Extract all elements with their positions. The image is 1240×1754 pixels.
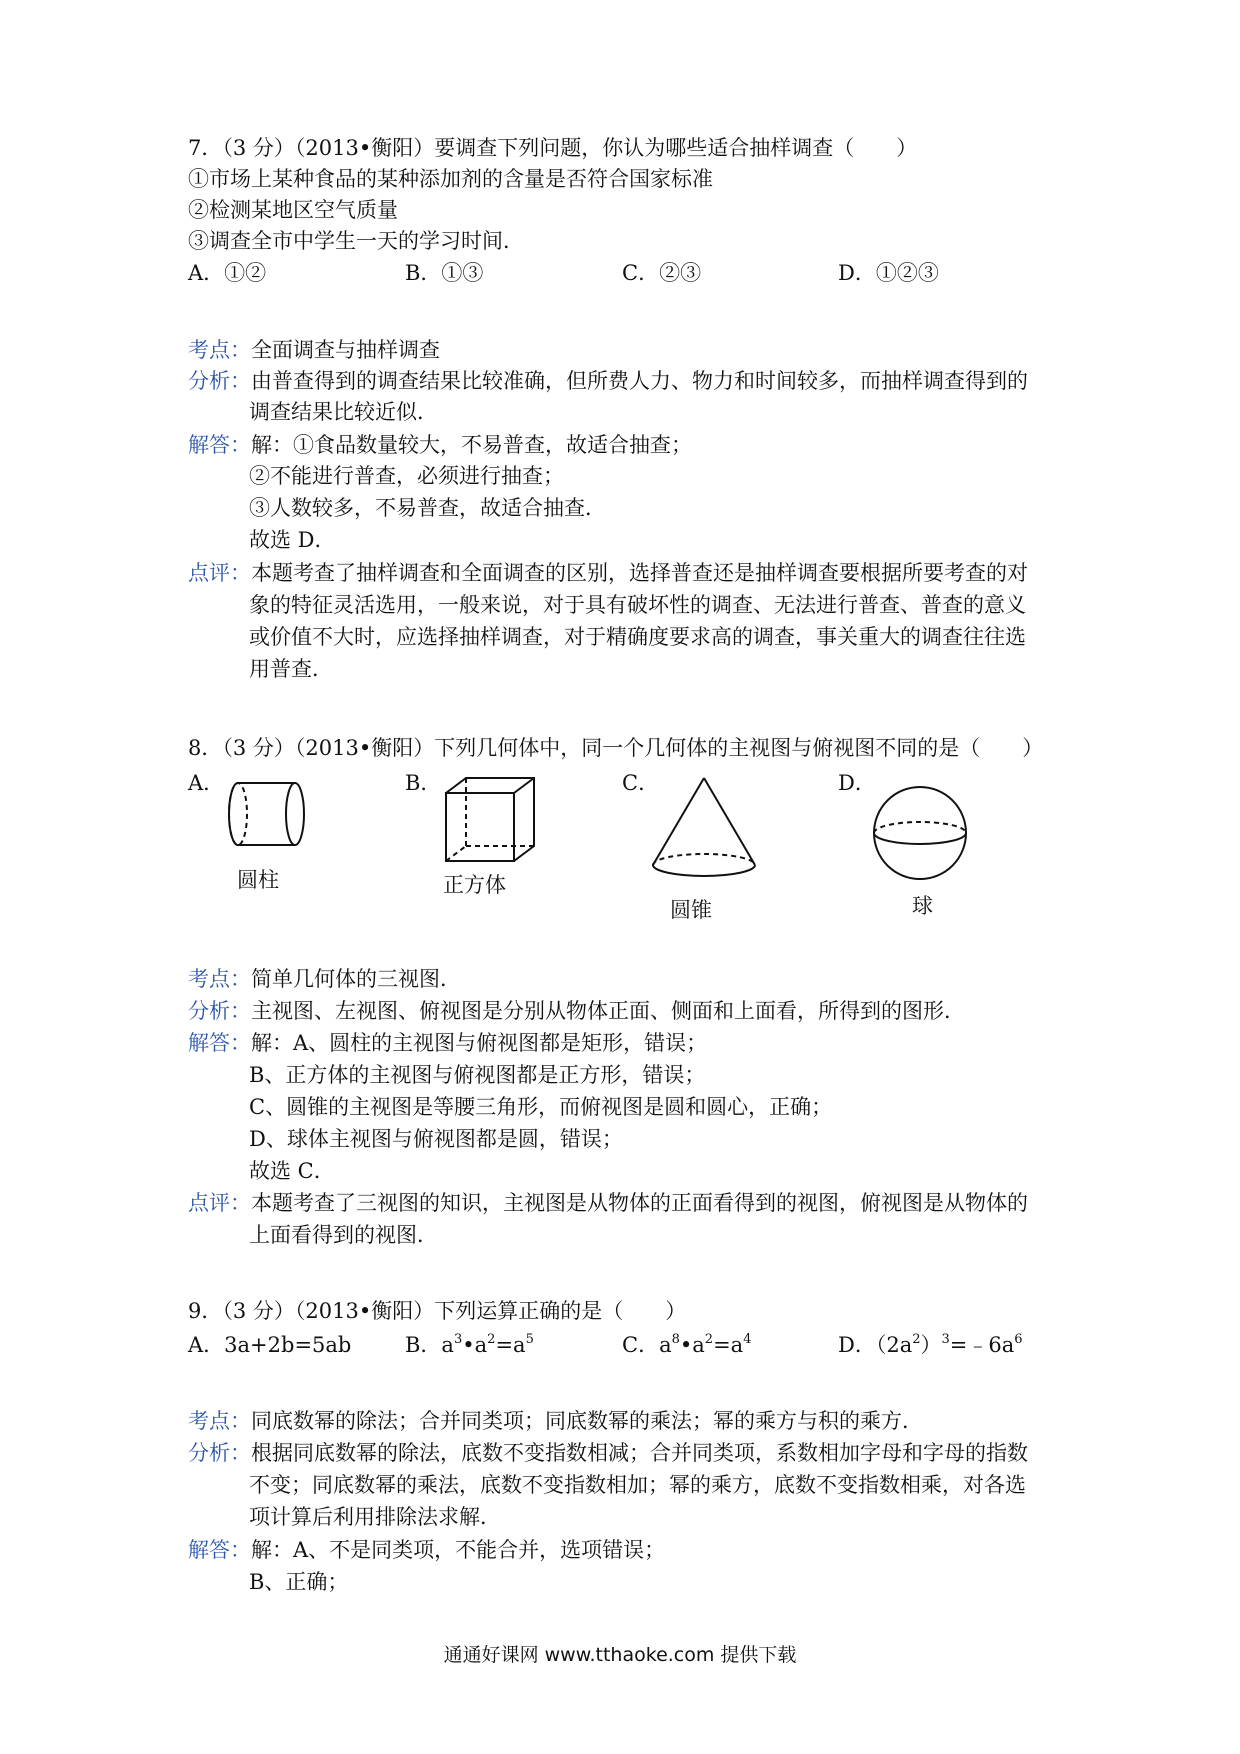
q7-kaodian: 全面调查与抽样调查 (251, 338, 440, 362)
fenxi-label: 分析： (188, 1441, 251, 1465)
q7-dianping-line-1: 本题考查了抽样调查和全面调查的区别，选择普查还是抽样调查要根据所要考查的对 (251, 561, 1028, 585)
page-footer: 通通好课网 www.tthaoke.com 提供下载 (443, 1644, 797, 1666)
q7-dianping-line-2: 象的特征灵活选用，一般来说，对于具有破坏性的调查、无法进行普查、普查的意义 (249, 593, 1026, 617)
q8-kaodian: 简单几何体的三视图． (251, 967, 461, 991)
q8-stem: 8．（3 分）（2013•衡阳）下列几何体中，同一个几何体的主视图与俯视图不同的是（ ） (188, 736, 1044, 760)
q7-item-2: ②检测某地区空气质量 (188, 198, 398, 222)
q8-option-d-letter: D． (838, 771, 876, 795)
kaodian-label: 考点： (188, 1409, 251, 1433)
q7-fenxi-row (188, 366, 1028, 396)
q9-jieda-line-1: 解：A、不是同类项，不能合并，选项错误； (251, 1538, 666, 1562)
q7-item-3: ③调查全市中学生一天的学习时间． (188, 229, 524, 253)
q8-dianping-row (188, 1188, 1028, 1218)
q8-fenxi-row (188, 996, 965, 1026)
q7-jieda-line-3: ③人数较多，不易普查，故适合抽查． (249, 496, 606, 520)
q7-jieda-row (188, 430, 692, 460)
cylinder-figure (225, 780, 315, 850)
q7-fenxi-line-1: 由普查得到的调查结果比较准确，但所费人力、物力和时间较多，而抽样调查得到的 (251, 369, 1028, 393)
cone-label: 圆锥 (670, 898, 712, 922)
q8-kaodian-row (188, 964, 461, 994)
q9-jieda-line-2: B、正确； (249, 1570, 349, 1594)
q8-jieda-line-1: 解：A、圆柱的主视图与俯视图都是矩形，错误； (251, 1031, 708, 1055)
cube-figure (443, 775, 543, 865)
sphere-figure (870, 783, 970, 883)
q7-jieda-line-1: 解：①食品数量较大，不易普查，故适合抽查； (251, 433, 692, 457)
q8-option-c-letter: C． (622, 771, 660, 795)
kaodian-label: 考点： (188, 967, 251, 991)
sphere-label: 球 (912, 894, 933, 918)
jieda-label: 解答： (188, 433, 251, 457)
q9-fenxi-line-1: 根据同底数幂的除法，底数不变指数相减；合并同类项，系数相加字母和字母的指数 (251, 1441, 1028, 1465)
dianping-label: 点评： (188, 561, 251, 585)
q7-item-1: ①市场上某种食品的某种添加剂的含量是否符合国家标准 (188, 167, 713, 191)
fenxi-label: 分析： (188, 369, 251, 393)
jieda-label: 解答： (188, 1538, 251, 1562)
q7-fenxi-line-2: 调查结果比较近似． (249, 400, 438, 424)
q7-jieda-line-4: 故选 D． (249, 528, 336, 552)
q7-option-c: C．②③ (622, 261, 702, 285)
q7-dianping-line-3: 或价值不大时，应选择抽样调查，对于精确度要求高的调查，事关重大的调查往往选 (249, 625, 1026, 649)
q9-jieda-row (188, 1535, 665, 1565)
q7-kaodian-row (188, 335, 440, 365)
q7-option-a: A．①② (188, 261, 267, 285)
q8-jieda-line-2: B、正方体的主视图与俯视图都是正方形，错误； (249, 1063, 706, 1087)
cylinder-label: 圆柱 (237, 868, 279, 892)
q8-fenxi-line-1: 主视图、左视图、俯视图是分别从物体正面、侧面和上面看，所得到的图形． (251, 999, 965, 1023)
q9-option-d: D．$(2a^2)^3=﹣6a^6$ (838, 1332, 1023, 1357)
q8-jieda-line-5: 故选 C． (249, 1159, 335, 1183)
q9-stem: 9．（3 分）（2013•衡阳）下列运算正确的是（ ） (188, 1299, 687, 1323)
q7-option-b: B．①③ (405, 261, 484, 285)
q9-option-c: C．$a^8•a^2=a^4$ (622, 1332, 752, 1357)
q8-jieda-line-4: D、球体主视图与俯视图都是圆，错误； (249, 1127, 623, 1151)
cube-label: 正方体 (443, 873, 506, 897)
q8-option-b-letter: B． (405, 771, 442, 795)
cone-figure (648, 775, 758, 885)
q9-fenxi-line-2: 不变；同底数幂的乘法，底数不变指数相加；幂的乘方，底数不变指数相乘，对各选 (249, 1473, 1026, 1497)
q9-option-a: A．3a+2b=5ab (188, 1333, 352, 1357)
q9-fenxi-row (188, 1438, 1028, 1468)
jieda-label: 解答： (188, 1031, 251, 1055)
q7-dianping-row (188, 558, 1028, 588)
q7-jieda-line-2: ②不能进行普查，必须进行抽查； (249, 464, 564, 488)
q7-option-d: D．①②③ (838, 261, 939, 285)
q7-dianping-line-4: 用普查． (249, 657, 333, 681)
q8-dianping-line-2: 上面看得到的视图． (249, 1223, 438, 1247)
dianping-label: 点评： (188, 1191, 251, 1215)
q7-stem: 7．（3 分）（2013•衡阳）要调查下列问题，你认为哪些适合抽样调查（ ） (188, 136, 918, 160)
q8-dianping-line-1: 本题考查了三视图的知识，主视图是从物体的正面看得到的视图，俯视图是从物体的 (251, 1191, 1028, 1215)
q9-fenxi-line-3: 项计算后利用排除法求解． (249, 1505, 501, 1529)
q9-option-b: B．$a^3•a^2=a^5$ (405, 1332, 534, 1357)
q9-kaodian: 同底数幂的除法；合并同类项；同底数幂的乘法；幂的乘方与积的乘方． (251, 1409, 923, 1433)
q8-option-a-letter: A． (188, 771, 225, 795)
kaodian-label: 考点： (188, 338, 251, 362)
fenxi-label: 分析： (188, 999, 251, 1023)
q9-kaodian-row (188, 1406, 923, 1436)
q8-jieda-line-3: C、圆锥的主视图是等腰三角形，而俯视图是圆和圆心，正确； (249, 1095, 833, 1119)
q8-jieda-row (188, 1028, 707, 1058)
